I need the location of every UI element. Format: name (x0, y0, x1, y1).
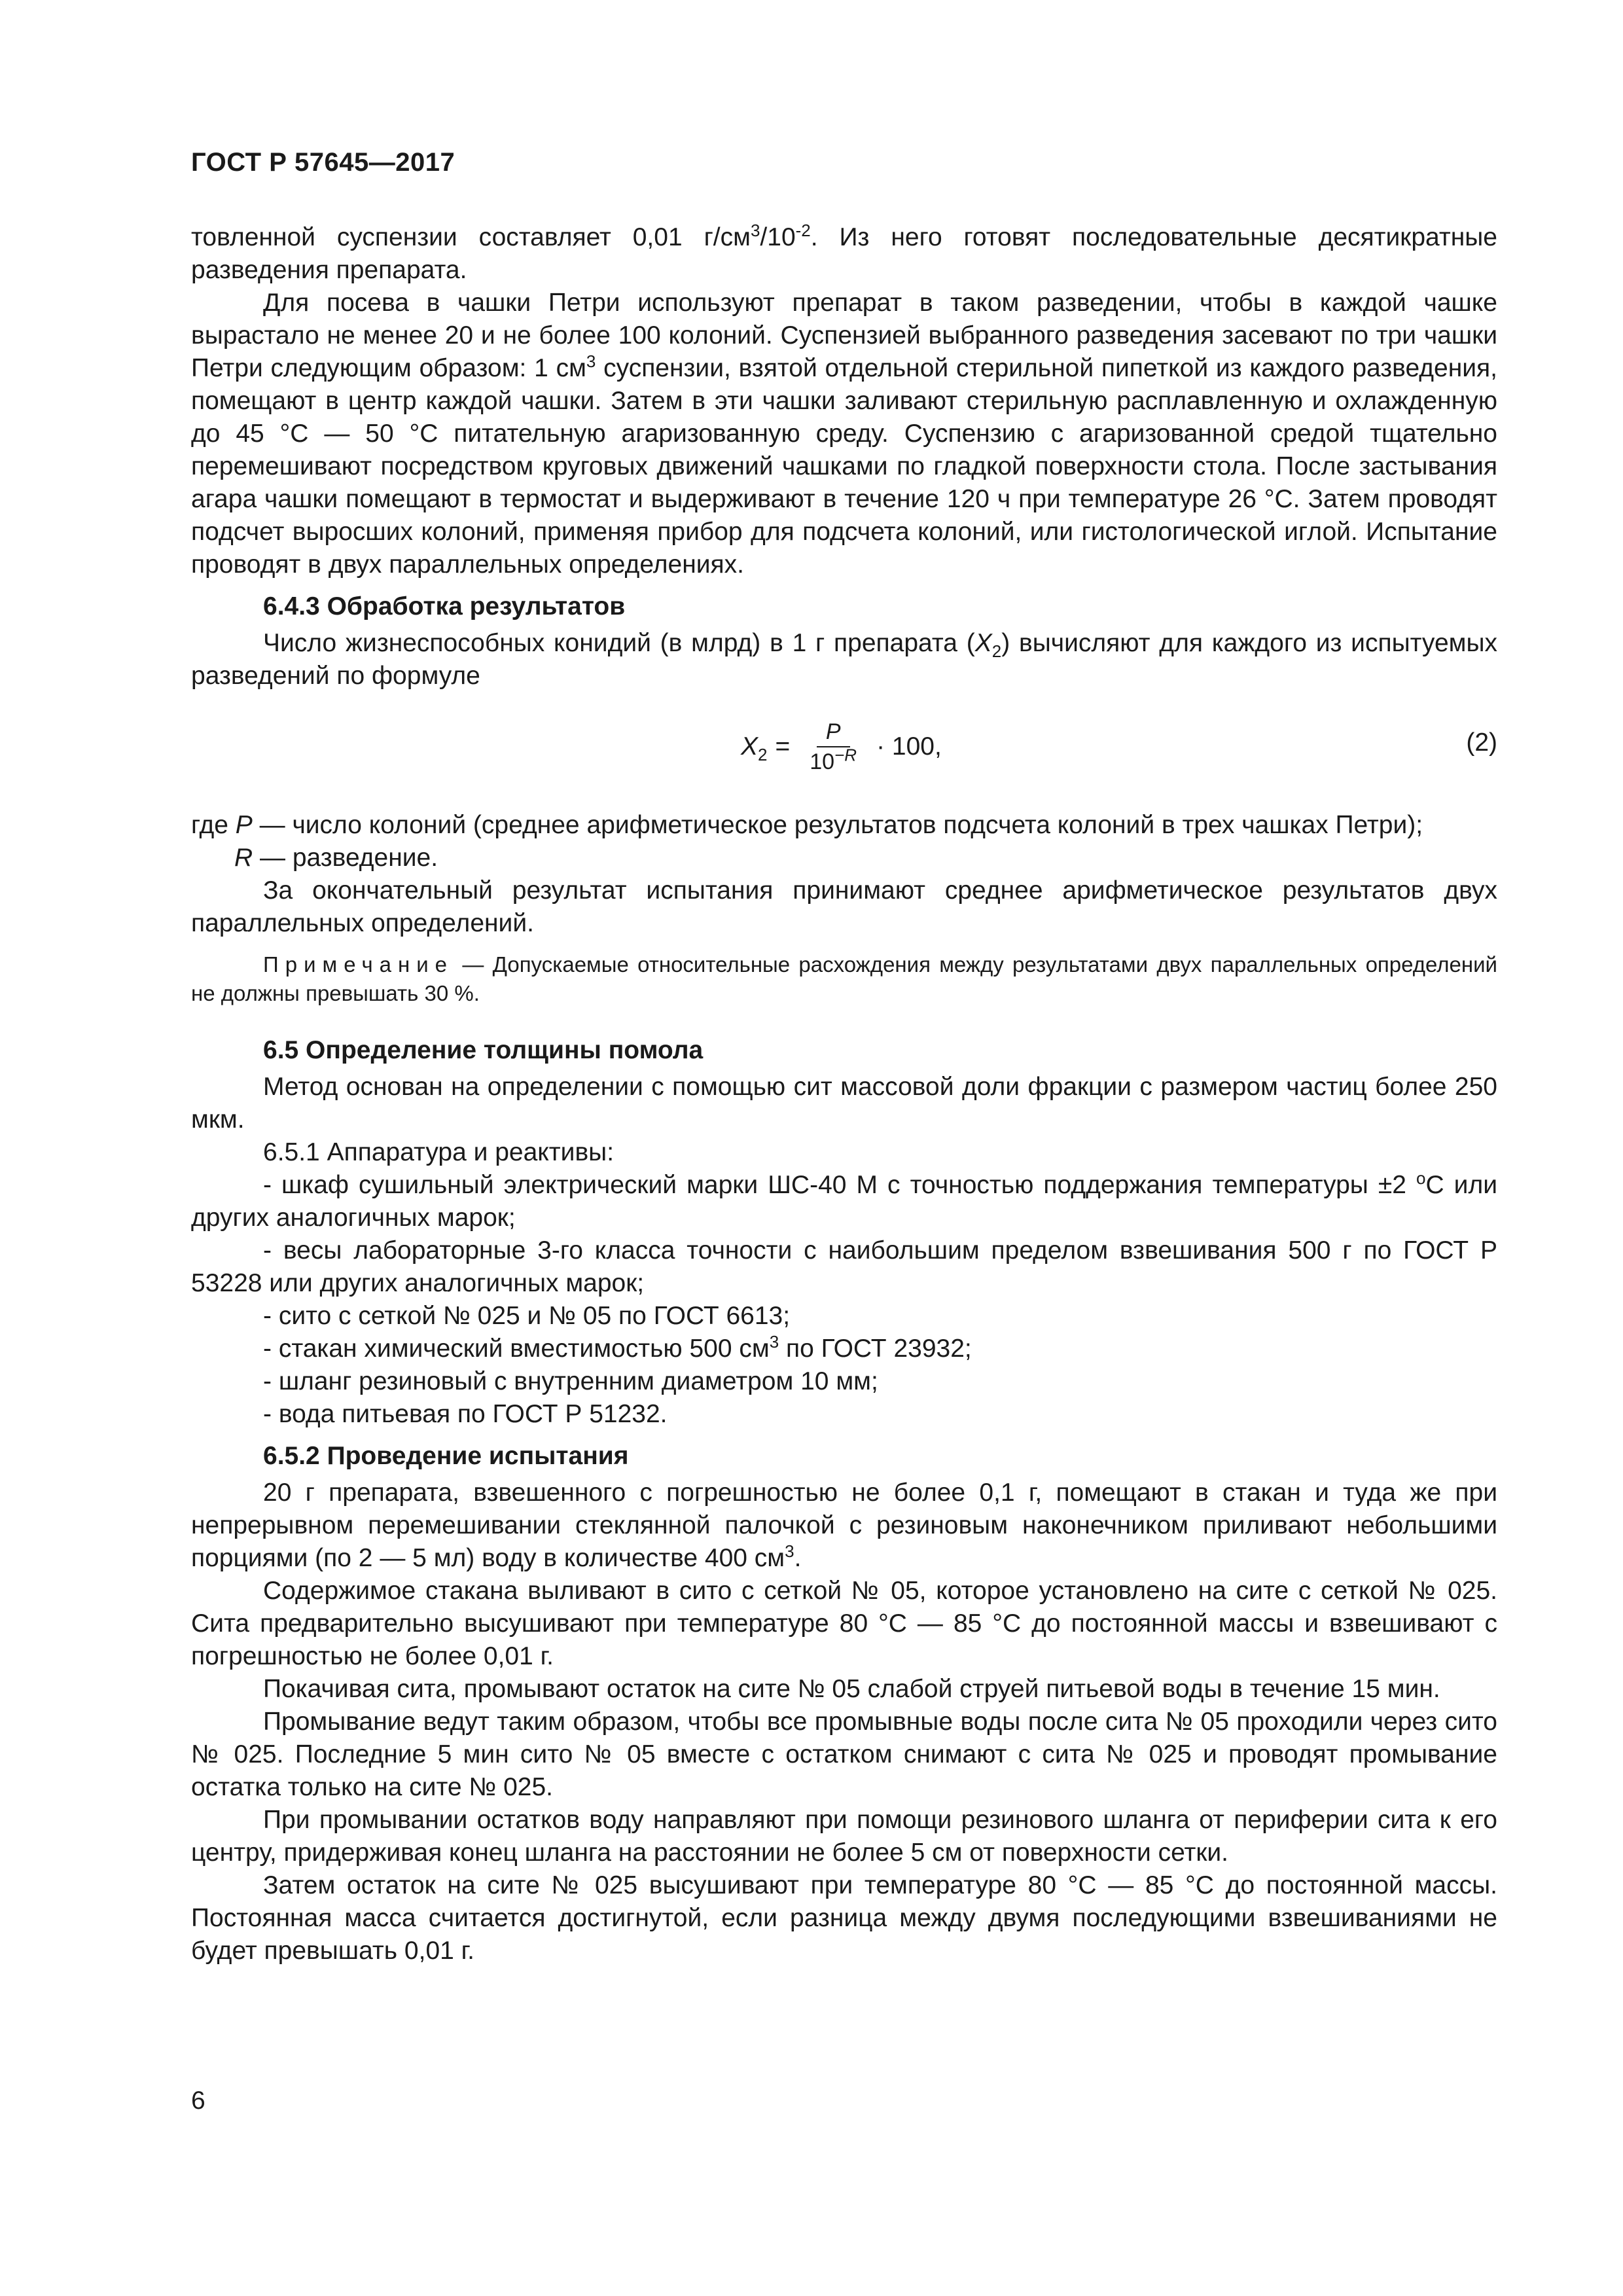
equipment-item-1: - шкаф сушильный электрический марки ШС-40 М с точностью поддержания температуры ±2 $^о$С или других аналогичных марок; (191, 1168, 1498, 1232)
paragraph-count: Число жизнеспособных конидий (в млрд) в 1 г препарата $(X_2)$ вычисляют для каждого из испытуемых разведений по формуле (191, 629, 1497, 690)
section-heading-6-5-1: 6.5.1 Аппаратура и реактивы: (263, 1138, 615, 1166)
equipment-item-5: - шланг резиновый с внутренним диаметром 10 мм; (263, 1367, 878, 1395)
procedure-paragraph-1: 20 г препарата, взвешенного с погрешностью не более 0,1 г, помещают в стакан и туда же при непрерывном перемешивании стеклянной палочкой с резиновым наконечником приливают небольшими порциями (по 2 — 5 мл) воду в количестве 400 $см^3$. (191, 1479, 1497, 1572)
formula-fraction: $\frac{P}{10^{-R}}$ (800, 717, 866, 776)
formula-2 (191, 698, 1497, 802)
note: Примечание — Допускаемые относительные расхождения между результатами двух параллельных определений не должны превышать 30 %. (191, 952, 1497, 1005)
equipment-item-6: - вода питьевая по ГОСТ Р 51232. (263, 1400, 668, 1428)
formula-number: (2) (1466, 728, 1497, 757)
page-number: 6 (191, 2087, 205, 2115)
where-r-definition: R — разведение. (234, 844, 438, 872)
formula-expression: $X_2$ = $\frac{P}{10^{-R}}$ · 100, (741, 717, 942, 776)
section-heading-6-5-2: 6.5.2 Проведение испытания (263, 1442, 629, 1470)
paragraph-final-result: За окончательный результат испытания принимают среднее арифметическое результатов двух параллельных определений. (191, 876, 1497, 937)
equipment-item-2: - весы лабораторные 3-го класса точности с наибольшим пределом взвешивания 500 г по ГОСТ Р 53228 или других аналогичных марок; (191, 1236, 1497, 1297)
procedure-paragraph-6: Затем остаток на сите № 025 высушивают при температуре 80 °С — 85 °С до постоянной массы. Постоянная масса считается достигнутой, если разница между двумя последующими взвешиваниями не будет превышать 0,01 г. (191, 1871, 1497, 1965)
section-heading-6-5: 6.5 Определение толщины помола (263, 1036, 704, 1064)
note-label: Примечание (263, 952, 454, 977)
paragraph-method: Метод основан на определении с помощью сит массовой доли фракции с размером частиц более 250 мкм. (191, 1073, 1497, 1134)
equipment-item-4: - стакан химический вместимостью 500 $см^3$ по ГОСТ 23932; (263, 1332, 972, 1363)
document-header: ГОСТ Р 57645—2017 (191, 148, 455, 177)
procedure-paragraph-4: Промывание ведут таким образом, чтобы все промывные воды после сита № 05 проходили через сито № 025. Последние 5 мин сито № 05 вместе с остатком снимают с сита № 025 и проводят промывание остатка только на сите № 025. (191, 1708, 1497, 1801)
equipment-item-3: - сито с сеткой № 025 и № 05 по ГОСТ 6613; (263, 1302, 791, 1330)
procedure-paragraph-3: Покачивая сита, промывают остаток на сите № 05 слабой струей питьевой воды в течение 15 мин. (263, 1675, 1440, 1703)
procedure-paragraph-5: При промывании остатков воду направляют при помощи резинового шланга от периферии сита к его центру, придерживая конец шланга на расстоянии не более 5 см от поверхности сетки. (191, 1806, 1497, 1867)
paragraph-sowing: Для посева в чашки Петри используют препарат в таком разведении, чтобы в каждой чашке вырастало не менее 20 и не более 100 колоний. Суспензией выбранного разведения засевают по три чашки Петри следующим образом: 1 $см^3$ суспензии, взятой отдельной стерильной пипеткой из каждого разведения, помещают в центр каждой чашки. Затем в эти чашки заливают стерильную расплавленную и охлажденную до 45 °С — 50 °С питательную агаризованную среду. Суспензию с агаризованной средой тщательно перемешивают посредством круговых движений чашками по гладкой поверхности стола. После застывания агара чашки помещают в термостат и выдерживают в течение 120 ч при температуре 26 °С. Затем проводят подсчет выросших колоний, применяя прибор для подсчета колоний, или гистологической иглой. Испытание проводят в двух параллельных определениях. (191, 289, 1497, 579)
document-body (191, 221, 1497, 1967)
section-heading-6-4-3: 6.4.3 Обработка результатов (263, 592, 626, 620)
paragraph-intro: товленной суспензии составляет 0,01 $г/см^3/10^{-2}$. Из него готовят последовательные десятикратные разведения препарата. (191, 221, 1497, 284)
where-p-definition: где P — число колоний (среднее арифметическое результатов подсчета колоний в трех чашках Петри); (191, 811, 1423, 839)
procedure-paragraph-2: Содержимое стакана выливают в сито с сеткой № 05, которое установлено на сите с сеткой № 025. Сита предварительно высушивают при температуре 80 °С — 85 °С до постоянной массы и взвешивают с погрешностью не более 0,01 г. (191, 1577, 1497, 1670)
